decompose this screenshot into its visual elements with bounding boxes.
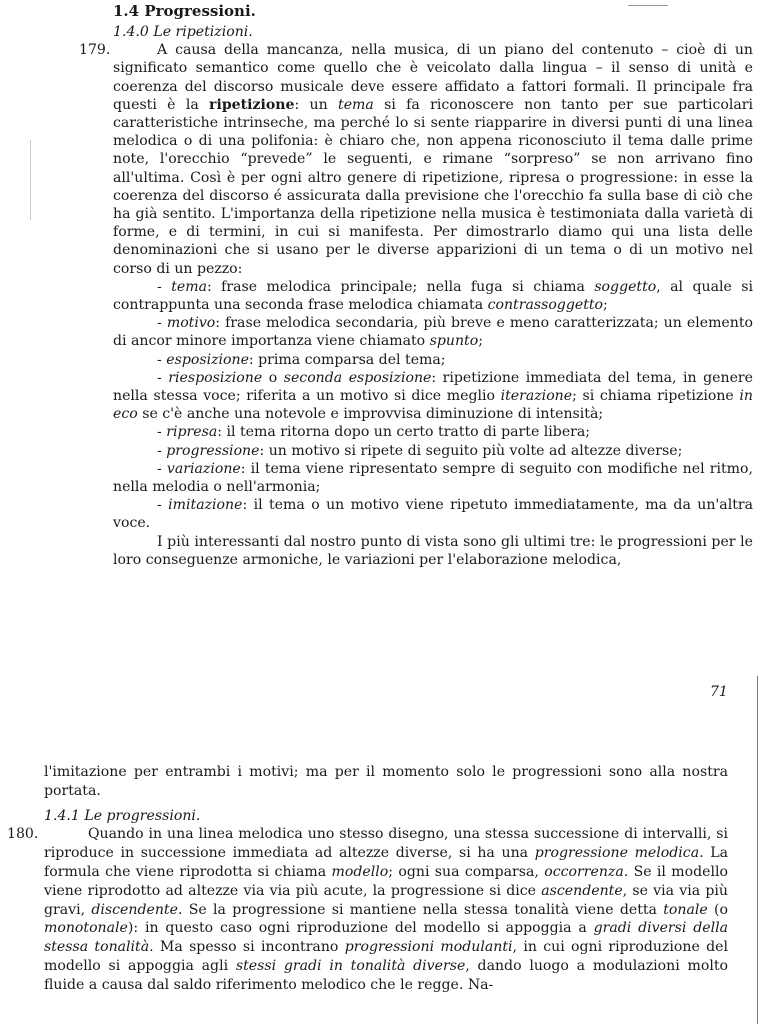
text-run: , al quale si contrappunta una seconda frase melodica chiamata (113, 278, 754, 314)
list-item (113, 496, 753, 532)
text-run: (o (707, 901, 728, 918)
list-item (113, 533, 753, 569)
text-run: progressione melodica (534, 845, 700, 862)
text-run: . Se il modello viene riprodotto ad altezze via via più acute, la progressione si dice (44, 863, 728, 899)
term-list (113, 278, 753, 569)
page-edge-rule (757, 676, 758, 1024)
list-item (113, 442, 753, 460)
text-run: occorrenza (544, 863, 624, 880)
subsection-heading-2: 1.4.1 Le progressioni. (44, 807, 201, 824)
text-run: - (157, 315, 167, 332)
text-run: tonale (663, 901, 708, 918)
text-run: . La formula che viene riprodotta si chiama (44, 845, 728, 880)
text-run: tema (171, 278, 207, 295)
text-run: - (157, 442, 167, 459)
text-run: : il tema ritorna dopo un certo tratto di parte libera; (217, 424, 591, 441)
text-run: : ripetizione immediata del tema, in genere nella stessa voce; riferita a un motivo si dice meglio (113, 369, 753, 405)
text-run: A causa della mancanza, nella musica, di un piano del contenuto – cioè di un significato semantico come quello che è veicolato dalla lingua – il senso di unità e coerenza del discorso musicale deve essere affidato a fattori formali. Il principale fra questi è la (113, 42, 753, 113)
text-run: : prima comparsa del tema; (248, 351, 446, 368)
list-item (113, 423, 753, 441)
text-run: si fa riconoscere non tanto per sue particolari caratteristiche intrinseche, ma perché lo si sente riapparire in diversi punti di una linea melodica o di una polifonia: è chiaro che, non appena riconosciuto il tema dalle prime note, l'orecchio “prevede” le seguenti, e rimane “sorpreso” se non arrivano fino all'ultima. Così è per ogni altro genere di ripetizione, ripresa o progressione: in esse la coerenza del discorso é assicurata dalla previsione che l'orecchio fa sulla base di ciò che ha già sentito. L'importanza della ripetizione nella musica è testimoniata dalla varietà di forme, e di termini, in cui si manifesta. Per dimostrarlo diamo qui una lista delle denominazioni che si usano per le diverse apparizioni di un tema o di un motivo nel corso di un pezzo: (113, 96, 753, 277)
text-run: ; ogni sua comparsa, (388, 863, 545, 880)
margin-mark (30, 140, 31, 220)
text-run: ; si chiama ripetizione (572, 388, 740, 405)
text-run: : frase melodica principale; nella fuga si chiama (206, 278, 595, 295)
text-run: ; (478, 333, 483, 350)
text-run: soggetto (594, 278, 657, 295)
text-run: . Ma spesso si incontrano (149, 939, 345, 956)
text-run: riesposizione (168, 369, 263, 386)
page-number: 71 (710, 684, 728, 700)
text-run: variazione (166, 460, 241, 477)
text-run: Quando in una linea melodica uno stesso disegno, una stessa successione di intervalli, si riproduce in successione immediata ad altezze diverse, si ha una (44, 826, 728, 862)
text-run: ; (603, 297, 608, 314)
text-run: - (157, 351, 167, 368)
text-run: iterazione (500, 388, 573, 405)
text-run: progressione (166, 442, 260, 459)
text-run: : frase melodica secondaria, più breve e meno caratterizzata; un elemento di ancor minore importanza viene chiamato (113, 315, 753, 350)
text-run: : un (294, 96, 339, 113)
text-run: monotonale (44, 920, 128, 937)
text-run: - (157, 497, 169, 514)
text-run: gradi diversi della stessa tonalità (44, 920, 728, 956)
paragraph-number: 179. (79, 42, 111, 59)
text-run: - (157, 278, 172, 295)
list-item (113, 351, 753, 369)
text-run: : il tema o un motivo viene ripetuto immediatamente, ma da un'altra voce. (113, 497, 754, 532)
paragraph-body-2 (44, 826, 728, 992)
text-run: imitazione (168, 497, 243, 514)
text-run: modello (331, 863, 389, 880)
text-run: - (157, 424, 167, 441)
text-run: , se via via più gravi, (44, 882, 729, 918)
text-run: - (157, 369, 169, 386)
text-run: discendente (91, 901, 178, 918)
paragraph-number-2: 180. (7, 826, 39, 843)
continuation-text: l'imitazione per entrambi i motivi; ma per il momento solo le progressioni sono alla nostra portata. (44, 764, 728, 799)
text-run: ): in questo caso ogni riproduzione del modello si appoggia a (127, 920, 594, 937)
text-run: ascendente (541, 882, 623, 899)
text-run: - (157, 460, 167, 477)
text-run: spunto (429, 333, 479, 350)
text-run: o (262, 369, 284, 386)
list-item (113, 369, 753, 424)
text-run: tema (338, 96, 374, 113)
list-item (113, 314, 753, 350)
paragraph-180 (7, 825, 729, 994)
text-run: stessi gradi in tonalità diverse (235, 957, 466, 974)
subsection-heading: 1.4.0 Le ripetizioni. (113, 24, 253, 40)
text-run: esposizione (166, 351, 249, 368)
text-run: . Se la progressione si mantiene nella stessa tonalità viene detta (177, 901, 664, 918)
page-upper (79, 2, 754, 569)
text-run: in eco (113, 388, 753, 423)
text-run: I più interessanti dal nostro punto di vista sono gli ultimi tre: le progressioni per le loro conseguenze armoniche, le variazioni per l'elaborazione melodica, (113, 533, 753, 568)
text-run: progressioni modulanti (344, 939, 513, 956)
text-run: ripresa (166, 424, 218, 441)
text-run: ripetizione (209, 96, 295, 113)
text-run: se c'è anche una notevole e improvvisa diminuzione di intensità; (137, 406, 604, 423)
text-run: , in cui ogni riproduzione del modello si appoggia agli (44, 939, 729, 974)
text-run: contrassoggetto (487, 297, 604, 314)
paragraph-179 (79, 41, 753, 278)
page-lower (7, 763, 729, 995)
text-run: motivo (166, 315, 216, 332)
text-run: : il tema viene ripresentato sempre di seguito con modifiche nel ritmo, nella melodia o nell'armonia; (113, 460, 753, 496)
paragraph-body (113, 42, 753, 276)
list-item (113, 460, 753, 496)
text-run: : un motivo si ripete di seguito più volte ad altezze diverse; (259, 442, 683, 459)
section-heading: 1.4 Progressioni. (113, 2, 256, 20)
text-run: , dando luogo a modulazioni molto fluide a causa dal saldo riferimento melodico che le regge. Na- (44, 957, 728, 993)
text-run: seconda esposizione (283, 369, 432, 386)
list-item (113, 278, 753, 314)
